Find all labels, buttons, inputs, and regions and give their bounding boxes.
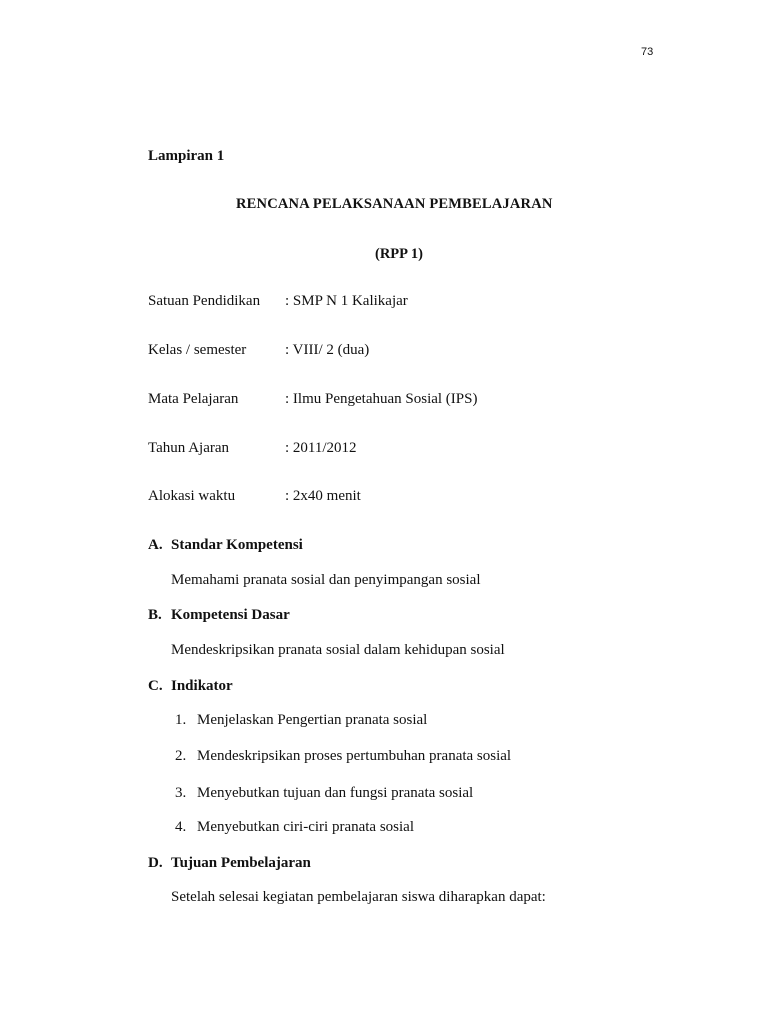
document-title: RENCANA PELAKSANAAN PEMBELAJARAN (236, 196, 553, 212)
section-title: Standar Kompetensi (171, 537, 303, 553)
info-label: Alokasi waktu (148, 488, 236, 504)
indicator-number: 4. (175, 819, 187, 835)
indicator-item (175, 748, 511, 765)
indicator-item (175, 819, 414, 836)
page-number: 73 (641, 46, 654, 58)
section-a-heading (148, 537, 303, 554)
info-value: : VIII/ 2 (dua) (285, 342, 370, 358)
section-b-body: Mendeskripsikan pranata sosial dalam kehidupan sosial (171, 642, 505, 658)
info-value: : 2011/2012 (285, 440, 357, 456)
indicator-text: Menyebutkan tujuan dan fungsi pranata sosial (197, 785, 474, 801)
indicator-number: 2. (175, 748, 187, 764)
indicator-number: 3. (175, 785, 187, 801)
indicator-item (175, 785, 473, 802)
info-label: Tahun Ajaran (148, 440, 230, 456)
section-c-heading (148, 678, 233, 695)
section-b-heading (148, 607, 290, 624)
section-d-body: Setelah selesai kegiatan pembelajaran siswa diharapkan dapat: (171, 889, 546, 905)
section-letter: D. (148, 855, 163, 871)
indicator-number: 1. (175, 712, 187, 728)
section-title: Tujuan Pembelajaran (171, 855, 311, 871)
info-value: : 2x40 menit (285, 488, 361, 504)
info-value: : Ilmu Pengetahuan Sosial (IPS) (285, 391, 478, 407)
section-a-body: Memahami pranata sosial dan penyimpangan sosial (171, 572, 481, 588)
info-value: : SMP N 1 Kalikajar (285, 293, 408, 309)
section-d-heading (148, 855, 311, 872)
indicator-item (175, 712, 427, 729)
info-label: Kelas / semester (148, 342, 247, 358)
section-letter: C. (148, 678, 163, 694)
section-letter: A. (148, 537, 163, 553)
indicator-text: Menyebutkan ciri-ciri pranata sosial (197, 819, 415, 835)
indicator-text: Menjelaskan Pengertian pranata sosial (197, 712, 428, 728)
indicator-text: Mendeskripsikan proses pertumbuhan pranata sosial (197, 748, 512, 764)
section-title: Kompetensi Dasar (171, 607, 290, 623)
info-label: Satuan Pendidikan (148, 293, 261, 309)
appendix-label: Lampiran 1 (148, 148, 225, 164)
info-label: Mata Pelajaran (148, 391, 239, 407)
section-title: Indikator (171, 678, 233, 694)
document-subtitle: (RPP 1) (375, 246, 423, 262)
section-letter: B. (148, 607, 162, 623)
